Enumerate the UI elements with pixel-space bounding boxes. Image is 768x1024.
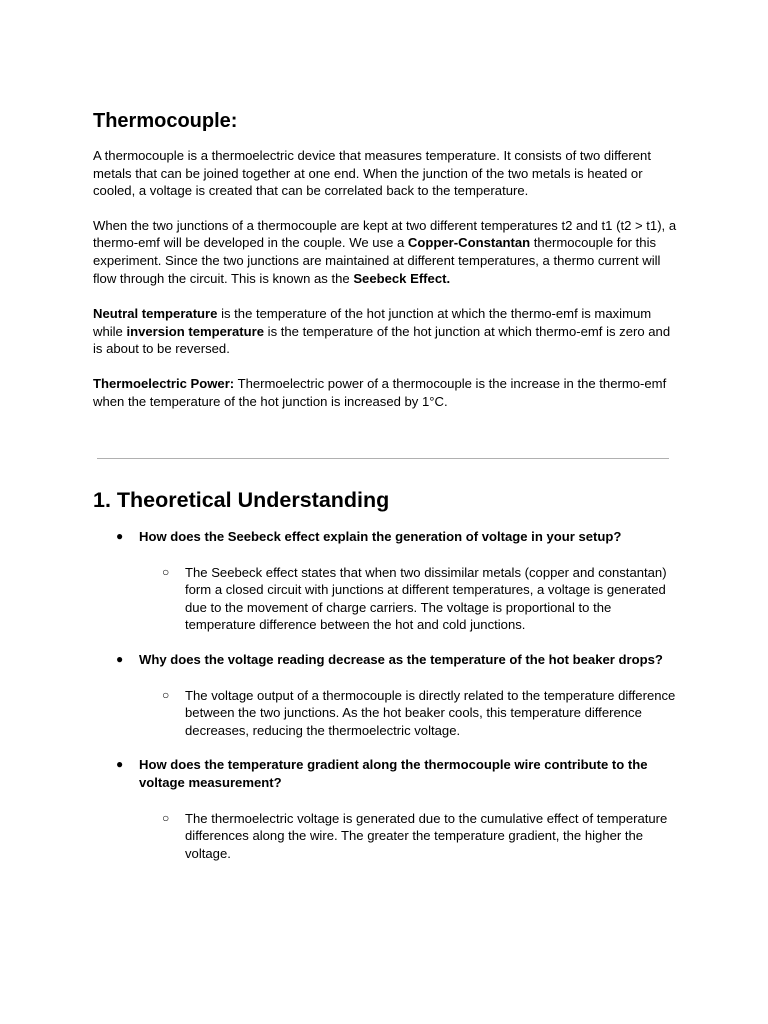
thermoelectric-power-paragraph	[93, 375, 683, 410]
answer-2-text: The voltage output of a thermocouple is directly related to the temperature difference between the two junctions. As the hot beaker cools, this temperature difference decreases, reducing the thermoelectric voltage.	[185, 687, 676, 738]
question-3: How does the temperature gradient along the thermocouple wire contribute to the voltage measurement?	[139, 757, 648, 790]
neutral-text-2: is the temperature of the hot junction at which thermo-emf is zero and is about to be reversed.	[93, 323, 671, 357]
question-1: How does the Seebeck effect explain the generation of voltage in your setup?	[139, 529, 622, 544]
question-2: Why does the voltage reading decrease as the temperature of the hot beaker drops?	[139, 651, 663, 667]
thermoelectric-power-text: Thermoelectric power of a thermocouple is the increase in the thermo-emf when the temperature of the hot junction is increased by 1°C.	[93, 375, 667, 409]
document-page	[93, 108, 683, 861]
junction-paragraph	[93, 217, 683, 287]
qa-item-3	[93, 756, 683, 862]
inversion-temperature-term: inversion temperature	[126, 323, 265, 339]
junction-text-1: When the two junctions of a thermocouple are kept at two different temperatures t2 and t1 (t2 > t1), a thermo-emf will be developed in the couple. We use a	[93, 217, 677, 251]
neutral-temperature-paragraph	[93, 305, 683, 358]
section-divider	[97, 458, 669, 459]
seebeck-effect-term: Seebeck Effect.	[353, 270, 451, 286]
bullet-icon: ●	[116, 651, 124, 666]
copper-constantan-term: Copper-Constantan	[407, 235, 531, 251]
qa-list	[93, 528, 683, 862]
sub-bullet-icon: ○	[162, 564, 170, 579]
answer-3-text: The thermoelectric voltage is generated due to the cumulative effect of temperature differences along the wire. The greater the temperature gradient, the higher the voltage.	[185, 810, 668, 861]
answer-1	[139, 564, 683, 634]
bullet-icon: ●	[116, 757, 124, 772]
junction-text-2: thermocouple for this experiment. Since the two junctions are maintained at different temperatures, a thermo current will flow through the circuit. This is known as the	[93, 235, 661, 286]
answer-1-text: The Seebeck effect states that when two dissimilar metals (copper and constantan) form a closed circuit with junctions at different temperatures, a voltage is generated due to the movement of charge carriers. The voltage is proportional to the temperature difference between the hot and cold junctions.	[185, 564, 667, 633]
qa-item-2	[93, 651, 683, 739]
neutral-temperature-term: Neutral temperature	[93, 306, 218, 322]
thermoelectric-power-term: Thermoelectric Power:	[93, 375, 235, 391]
sub-bullet-icon: ○	[162, 810, 170, 825]
sub-bullet-icon: ○	[162, 687, 170, 702]
section-title: 1. Theoretical Understanding	[93, 488, 390, 512]
qa-item-1	[93, 528, 683, 634]
answer-2	[139, 687, 683, 740]
neutral-text-1: is the temperature of the hot junction at which the thermo-emf is maximum while	[93, 306, 652, 339]
intro-paragraph: A thermocouple is a thermoelectric device that measures temperature. It consists of two different metals that can be joined together at one end. When the junction of the two metals is heated or cooled, a voltage is created that can be correlated back to the temperature.	[93, 148, 651, 199]
bullet-icon: ●	[116, 529, 124, 543]
answer-3	[139, 810, 683, 863]
page-title: Thermocouple:	[93, 110, 238, 132]
